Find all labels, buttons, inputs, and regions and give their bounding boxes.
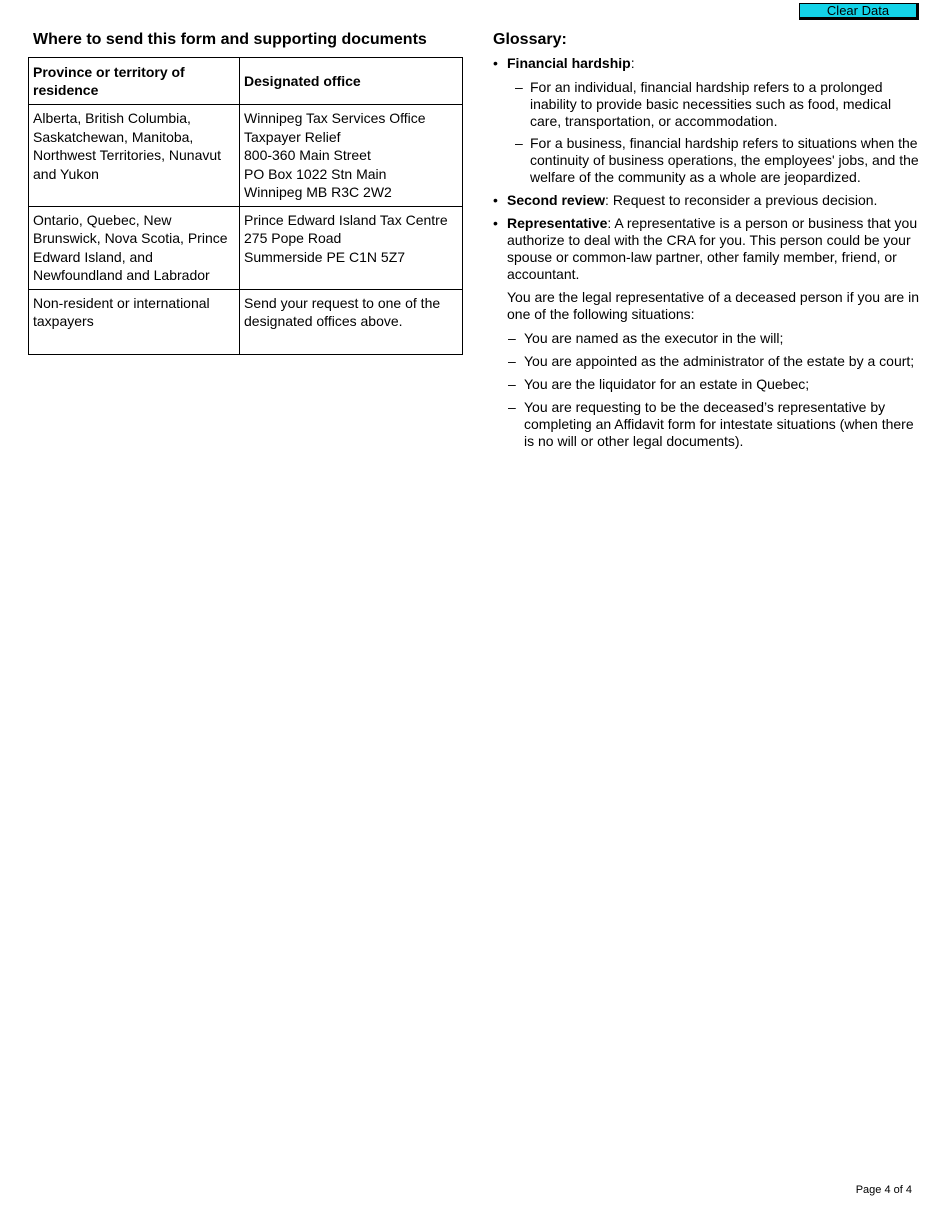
office-line: Winnipeg Tax Services Office bbox=[244, 110, 426, 126]
office-line: Winnipeg MB R3C 2W2 bbox=[244, 184, 392, 200]
glossary-term: Second review bbox=[507, 192, 606, 208]
list-item-text: You are the liquidator for an estate in Quebec; bbox=[524, 376, 810, 392]
office-line: 800-360 Main Street bbox=[244, 147, 371, 163]
glossary-title: Glossary: bbox=[493, 31, 567, 48]
office-cell bbox=[240, 289, 463, 354]
glossary-term: Financial hardship bbox=[507, 55, 631, 71]
dash-icon: – bbox=[508, 353, 516, 369]
glossary-definition: : A representative is a person or business that you authorize to deal with the CRA for you. This person could be your spouse or common-law partner, other family member, friend, or accountant. bbox=[507, 215, 918, 282]
office-column-header: Designated office bbox=[240, 58, 463, 105]
financial-hardship-list bbox=[507, 79, 923, 186]
list-item bbox=[507, 79, 923, 130]
list-item-text: You are named as the executor in the will; bbox=[524, 330, 784, 346]
list-item-text: For a business, financial hardship refers to situations when the continuity of business operations, the employees' jobs, and the welfare of the community as a whole are jeopardized. bbox=[530, 135, 919, 185]
office-line: Summerside PE C1N 5Z7 bbox=[244, 248, 406, 265]
list-item bbox=[507, 330, 923, 347]
glossary-section bbox=[493, 30, 923, 456]
legal-representative-list bbox=[507, 330, 923, 450]
office-cell bbox=[240, 105, 463, 207]
bullet-icon: • bbox=[493, 192, 498, 208]
glossary-item-financial-hardship bbox=[493, 55, 923, 186]
glossary-item-second-review bbox=[493, 192, 923, 209]
office-line: PO Box 1022 Stn Main bbox=[244, 165, 387, 182]
offices-table bbox=[28, 57, 463, 355]
clear-data-button[interactable]: Clear Data bbox=[799, 3, 919, 20]
province-cell: Alberta, British Columbia, Saskatchewan, Manitoba, Northwest Territories, Nunavut and Yukon bbox=[29, 105, 240, 207]
dash-icon: – bbox=[508, 399, 516, 415]
table-row bbox=[29, 289, 463, 354]
glossary-term: Representative bbox=[507, 215, 608, 231]
office-line: Send your request to one of the designated offices above. bbox=[244, 294, 441, 329]
office-line: Prince Edward Island Tax Centre bbox=[244, 211, 448, 228]
legal-representative-intro: You are the legal representative of a deceased person if you are in one of the following situations: bbox=[507, 289, 919, 322]
list-item-text: You are requesting to be the deceased’s representative by completing an Affidavit form for intestate situations (when there is no will or other legal documents). bbox=[524, 399, 914, 449]
table-row bbox=[29, 206, 463, 289]
glossary-definition: : Request to reconsider a previous decision. bbox=[605, 192, 878, 208]
page-number: Page 4 of 4 bbox=[855, 1184, 912, 1196]
list-item-text: You are appointed as the administrator of the estate by a court; bbox=[524, 353, 915, 369]
dash-icon: – bbox=[508, 376, 516, 392]
where-to-send-section bbox=[28, 30, 464, 355]
dash-icon: – bbox=[515, 135, 523, 151]
bullet-icon: • bbox=[493, 215, 498, 231]
office-line: 275 Pope Road bbox=[244, 230, 342, 246]
glossary-item-representative bbox=[493, 215, 923, 450]
glossary-term-suffix: : bbox=[630, 55, 635, 71]
office-cell bbox=[240, 206, 463, 289]
office-line: Taxpayer Relief bbox=[244, 128, 341, 145]
list-item bbox=[507, 376, 923, 393]
list-item-text: For an individual, financial hardship refers to a prolonged inability to provide basic necessities such as food, medical care, transportation, or accommodation. bbox=[530, 79, 892, 129]
where-to-send-title: Where to send this form and supporting documents bbox=[33, 31, 427, 48]
table-row bbox=[29, 105, 463, 207]
list-item bbox=[507, 135, 923, 186]
province-cell: Ontario, Quebec, New Brunswick, Nova Scotia, Prince Edward Island, and Newfoundland and Labrador bbox=[29, 206, 240, 289]
list-item bbox=[507, 353, 923, 370]
bullet-icon: • bbox=[493, 55, 498, 71]
province-cell: Non-resident or international taxpayers bbox=[29, 289, 240, 354]
dash-icon: – bbox=[515, 79, 523, 95]
table-header-row bbox=[29, 58, 463, 105]
province-column-header: Province or territory of residence bbox=[29, 58, 240, 105]
dash-icon: – bbox=[508, 330, 516, 346]
list-item bbox=[507, 399, 923, 450]
